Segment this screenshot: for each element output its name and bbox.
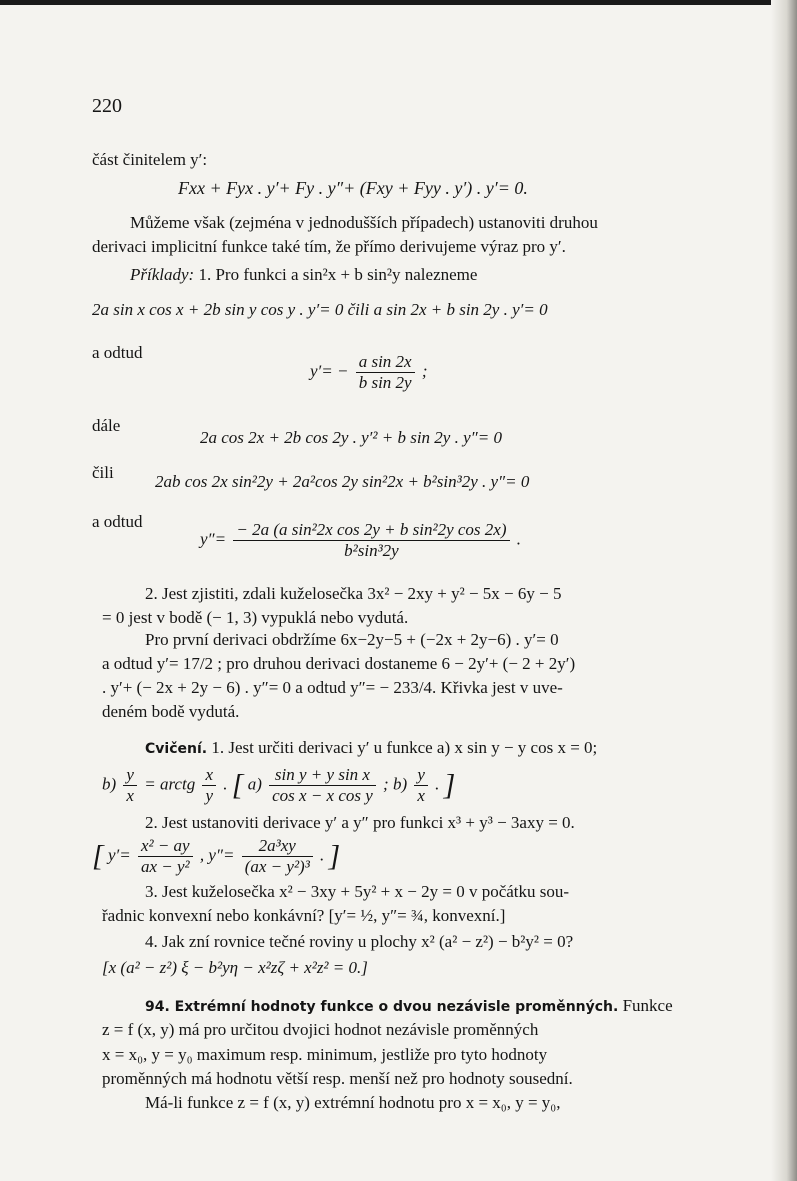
section-94-heading-line <box>145 996 673 1017</box>
formula-14-lhs: y″= <box>200 529 227 549</box>
exercise-2-fraction-2 <box>202 765 216 806</box>
example-intro: 1. Pro funkci a sin²x + b sin²y nalezneme <box>194 265 478 284</box>
page-right-shadow <box>771 0 797 1181</box>
right-bracket: ] <box>443 768 456 802</box>
formula-14-denominator: b²sin³2y <box>233 540 509 561</box>
formula-14-numerator: − 2a (a sin²2x cos 2y + b sin²2y cos 2x) <box>236 520 507 539</box>
formula-line-2: Fxx + Fyx . y′+ Fy . y″+ (Fxy + Fyy . y′) . y′= 0. <box>178 178 528 198</box>
text-line-15: 2. Jest zjistiti, zdali kuželosečka 3x² − 2xy + y² − 5x − 6y − 5 <box>145 584 562 603</box>
exercise-line-2 <box>102 765 455 806</box>
section-94-number: 94. <box>145 999 170 1015</box>
section-94-line-3: proměnných má hodnotu větší resp. menší než pro hodnoty sousední. <box>102 1069 573 1088</box>
right-bracket-2: ] <box>328 839 341 873</box>
exercise-4-fraction-2-num: 2a³xy <box>258 836 296 855</box>
page-number: 220 <box>92 95 122 117</box>
section-94-title: Extrémní hodnoty funkce o dvou nezávisle proměnných. <box>169 999 619 1015</box>
section-94-line-1: z = f (x, y) má pro určitou dvojici hodnot nezávisle proměnných <box>102 1020 539 1039</box>
exercise-4-fraction-1-num: x² − ay <box>140 836 190 855</box>
exercise-2-fraction-4-den: x <box>414 785 428 806</box>
formula-14-end: . <box>516 529 521 549</box>
exercise-2-fraction-2-num: x <box>205 765 213 784</box>
exercise-4-mid: , y″= <box>199 845 235 865</box>
formula-line-10: 2a cos 2x + 2b cos 2y . y′² + b sin 2y . y″= 0 <box>200 428 502 447</box>
text-line-11: čili <box>92 463 114 482</box>
exercise-line-5: 3. Jest kuželosečka x² − 3xy + 5y² + x − 2y = 0 v počátku sou- <box>145 882 570 901</box>
exercise-line-6: řadnic konvexní nebo konkávní? [y′= ½, y″= ¾, konvexní.] <box>102 906 506 925</box>
exercise-4-fraction-1-den: ax − y² <box>138 856 193 877</box>
exercise-1-text: 1. Jest určiti derivaci y′ u funkce a) x sin y − y cos x = 0; <box>207 738 598 757</box>
exercise-2-semicolon-b: ; b) <box>383 774 408 794</box>
text-line-3: Můžeme však (zejména v jednodušších případech) ustanoviti druhou <box>130 213 598 232</box>
text-line-19: . y′+ (− 2x + 2y − 6) . y″= 0 a odtud y″= − 233/4. Křivka jest v uve- <box>102 678 563 697</box>
text-line-16: = 0 jest v bodě (− 1, 3) vypuklá nebo vydutá. <box>102 608 409 627</box>
exercise-line-8: [x (a² − z²) ξ − b²yη − x²zζ + x²z² = 0.] <box>102 958 368 977</box>
exercise-2-end: . <box>435 774 440 794</box>
text-line-20: deném bodě vydutá. <box>102 702 240 721</box>
page-top-edge <box>0 0 797 5</box>
formula-line-14 <box>200 520 521 561</box>
formula-8-end: ; <box>421 361 428 381</box>
exercise-2-fraction-1-den: x <box>123 785 137 806</box>
text-line-18: a odtud y′= 17/2 ; pro druhou derivaci dostaneme 6 − 2y′+ (− 2 + 2y′) <box>102 654 576 673</box>
exercise-4-fraction-2 <box>242 836 313 877</box>
section-94-tail: Funkce <box>618 996 673 1015</box>
left-bracket: [ <box>231 768 244 802</box>
exercise-line-7: 4. Jak zní rovnice tečné roviny u plochy x² (a² − z²) − b²y² = 0? <box>145 932 574 951</box>
left-bracket-2: [ <box>92 839 104 873</box>
exercise-2-fraction-3-num: sin y + y sin x <box>274 765 370 784</box>
exercise-4-end: . <box>320 845 325 865</box>
formula-8-denominator: b sin 2y <box>356 372 415 393</box>
exercise-4-fraction-1 <box>138 836 193 877</box>
section-94-line-4: Má-li funkce z = f (x, y) extrémní hodnotu pro x = x₀, y = y₀, <box>145 1093 561 1112</box>
exercise-4-fraction-2-den: (ax − y²)³ <box>242 856 313 877</box>
exercise-2-fraction-2-den: y <box>202 785 216 806</box>
formula-8-lhs: y′= − <box>310 361 349 381</box>
exercise-2-arctg: = arctg <box>144 774 196 794</box>
exercise-2-fraction-3 <box>269 765 376 806</box>
exercise-2-fraction-4 <box>414 765 428 806</box>
formula-line-12: 2ab cos 2x sin²2y + 2a²cos 2y sin²2x + b²sin³2y . y″= 0 <box>155 472 530 491</box>
exercise-line-4 <box>92 836 340 877</box>
example-line <box>130 265 477 285</box>
exercise-2-fraction-4-num: y <box>417 765 425 784</box>
exercise-2-a-label: a) <box>247 774 262 794</box>
section-94-line-2: x = x₀, y = y₀ maximum resp. minimum, jestliže pro tyto hodnoty <box>102 1045 548 1064</box>
examples-heading: Příklady: <box>130 265 195 284</box>
exercise-2-fraction-1 <box>123 765 137 806</box>
exercise-2-fraction-1-num: y <box>126 765 134 784</box>
exercise-2-fraction-3-den: cos x − x cos y <box>269 785 376 806</box>
exercise-2-b-label: b) <box>102 774 117 794</box>
formula-14-fraction <box>233 520 509 561</box>
formula-line-6: 2a sin x cos x + 2b sin y cos y . y′= 0 čili a sin 2x + b sin 2y . y′= 0 <box>92 300 548 319</box>
text-line-17: Pro první derivaci obdržíme 6x−2y−5 + (−2x + 2y−6) . y′= 0 <box>145 630 559 649</box>
text-line-1: část činitelem y′: <box>92 150 208 169</box>
exercise-line-3: 2. Jest ustanoviti derivace y′ a y″ pro funkci x³ + y³ − 3axy = 0. <box>145 813 575 832</box>
text-line-13: a odtud <box>92 512 143 531</box>
exercise-line-1 <box>145 738 597 759</box>
exercises-heading: Cvičení. <box>145 741 208 757</box>
formula-8-numerator: a sin 2x <box>358 352 412 371</box>
text-line-7: a odtud <box>92 343 143 362</box>
text-line-4: derivaci implicitní funkce také tím, že přímo derivujeme výraz pro y′. <box>92 237 566 256</box>
formula-8-fraction <box>356 352 415 393</box>
exercise-4-lhs: y′= <box>107 845 131 865</box>
text-line-9: dále <box>92 416 121 435</box>
formula-line-8 <box>310 352 428 393</box>
exercise-2-dot: . <box>223 774 228 794</box>
